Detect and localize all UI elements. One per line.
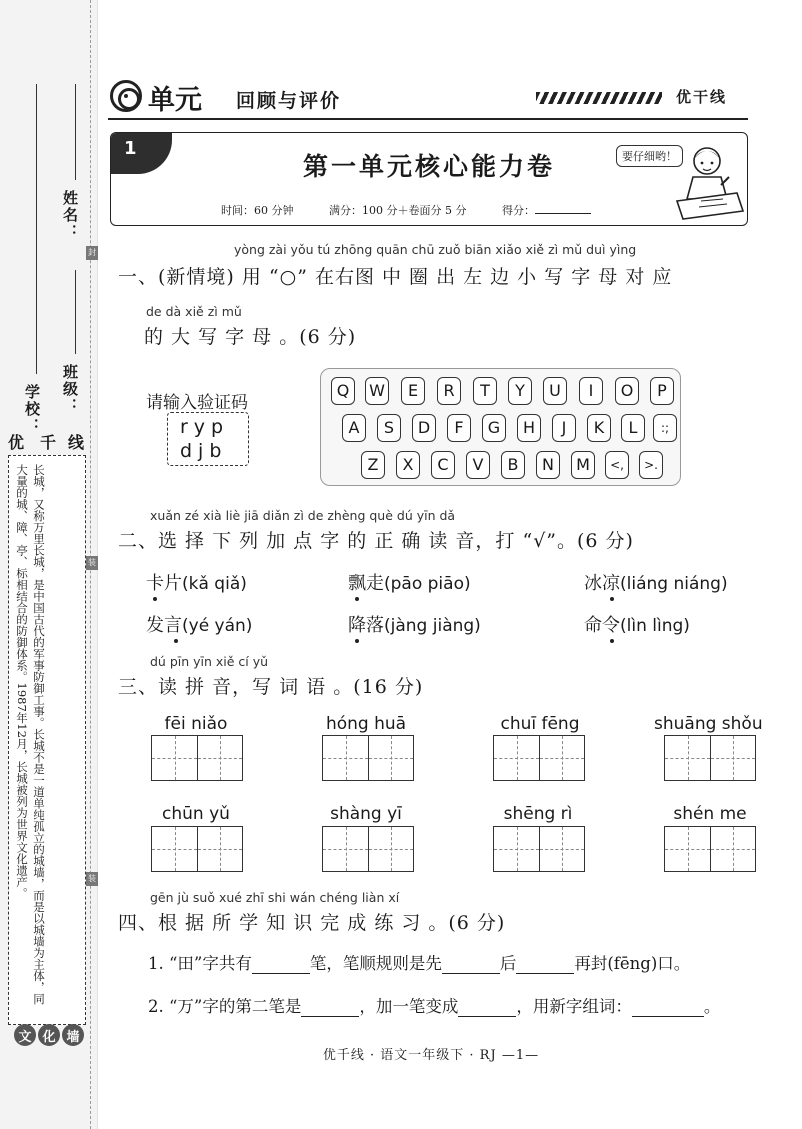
tianzi-grid[interactable] (664, 735, 756, 781)
q1-line2: 的 大 写 字 母 。(6 分) (144, 326, 357, 348)
q2-option (146, 611, 252, 637)
q4-item2-text: 2. “万”字的第二笔是 (148, 997, 302, 1016)
q2-option (348, 569, 471, 595)
q4-item2-text: ，加一笔变成 (359, 997, 459, 1016)
tianzi-grid[interactable] (664, 826, 756, 872)
key[interactable]: M (571, 451, 595, 479)
key[interactable]: R (437, 377, 461, 405)
brand-name: 优干线 (676, 88, 728, 106)
answer-blank[interactable] (301, 1016, 359, 1017)
key[interactable]: K (587, 414, 611, 442)
q2-option (146, 569, 247, 595)
key[interactable]: O (615, 377, 639, 405)
student-writing-illustration (671, 141, 745, 223)
q4-item1 (148, 950, 690, 974)
school-write-line (36, 84, 37, 374)
score-field[interactable] (535, 213, 591, 214)
key[interactable]: C (431, 451, 455, 479)
answer-blank[interactable] (632, 1016, 704, 1017)
key[interactable]: A (342, 414, 366, 442)
key[interactable]: Y (508, 377, 532, 405)
option-word: 降落 (348, 615, 384, 636)
time-limit: 时间：60 分钟 (221, 204, 294, 217)
answer-blank[interactable] (442, 973, 500, 974)
q1-pinyin-line1: yòng zài yǒu tú zhōng quān chū zuǒ biān xiǎo xiě zì mǔ duì yìng (234, 242, 637, 257)
class-label: 班级： (61, 364, 79, 415)
answer-blank[interactable] (252, 973, 310, 974)
side-brand-char: 优 (8, 433, 25, 452)
q4-item2 (148, 993, 720, 1017)
word-pinyin: shàng yī (330, 804, 402, 824)
exam-title-box (110, 132, 748, 226)
option-pinyin[interactable]: (lìn lìng) (620, 616, 690, 636)
verify-code-label: 请输入验证码 (146, 393, 248, 413)
key[interactable]: E (401, 377, 425, 405)
key[interactable]: W (365, 377, 389, 405)
review-heading: 回顾与评价 (236, 90, 342, 112)
name-label: 姓名： (61, 190, 79, 241)
key[interactable]: Q (331, 377, 355, 405)
key[interactable]: T (473, 377, 497, 405)
q1-pinyin-line2: de dà xiě zì mǔ (146, 304, 242, 319)
option-pinyin[interactable]: (jàng jiàng) (384, 616, 481, 636)
key[interactable]: S (377, 414, 401, 442)
q4-item1-text: 再封(fēng)口。 (574, 954, 691, 973)
class-write-line (75, 270, 76, 354)
key[interactable]: G (482, 414, 506, 442)
q4-item1-text: 1. “田”字共有 (148, 954, 252, 973)
page-footer: 优千线 · 语文一年级下 · RJ —1— (322, 1048, 540, 1063)
q4-pinyin: gēn jù suǒ xué zhī shi wán chéng liàn xí (150, 890, 400, 905)
word-pinyin: shēng rì (503, 804, 573, 824)
key[interactable]: X (396, 451, 420, 479)
stripe-decoration (536, 92, 662, 104)
exam-number-tab: 1 (110, 132, 172, 174)
key[interactable]: :; (653, 414, 677, 442)
q4-item2-text: 。 (703, 997, 721, 1016)
key[interactable]: P (650, 377, 674, 405)
seal-mark: 装 (86, 872, 98, 886)
word-pinyin: chūn yǔ (162, 804, 230, 824)
side-brand-char: 线 (68, 433, 85, 452)
word-pinyin: chuī fēng (500, 714, 580, 734)
emphasis-dot (355, 597, 359, 601)
answer-blank[interactable] (516, 973, 574, 974)
key[interactable]: L (621, 414, 645, 442)
exam-title: 第一单元核心能力卷 (302, 152, 555, 181)
tianzi-grid[interactable] (151, 735, 243, 781)
verify-code-box (167, 412, 249, 466)
q2-line: 二、选 择 下 列 加 点 字 的 正 确 读 音，打 “√”。(6 分) (118, 530, 634, 552)
key[interactable]: H (517, 414, 541, 442)
culture-text: 长城，又称万里长城，是中国古代的军事防御工事。长城不是一道单纯孤立的城墙，而是以城墙为主体，同大量的城、障、亭、标相结合的防御体系。1987年12月，长城被列为世界文化遗产。 (15, 464, 46, 1005)
key[interactable]: <, (605, 451, 629, 479)
option-pinyin[interactable]: (yé yán) (182, 616, 253, 636)
culture-label-char: 墙 (62, 1024, 84, 1046)
key[interactable]: N (536, 451, 560, 479)
answer-blank[interactable] (458, 1016, 516, 1017)
seal-mark: 装 (86, 556, 98, 570)
tianzi-grid[interactable] (322, 826, 414, 872)
page-header (108, 78, 748, 118)
emphasis-dot (153, 597, 157, 601)
key[interactable]: U (543, 377, 567, 405)
q2-pinyin: xuǎn zé xià liè jiā diǎn zì de zhèng què dú yīn dǎ (150, 508, 456, 523)
q1-line1: 一、(新情境) 用 “○” 在右图 中 圈 出 左 边 小 写 字 母 对 应 (118, 266, 673, 288)
unit-heading: 单元 (148, 85, 202, 116)
q2-option (584, 611, 690, 637)
code-row: ryp (180, 416, 230, 438)
key[interactable]: >. (639, 451, 663, 479)
side-brand-char: 千 (40, 433, 57, 452)
word-pinyin: hóng huā (325, 714, 407, 734)
emphasis-dot (610, 597, 614, 601)
word-pinyin: shuāng shǒu (654, 714, 763, 734)
key[interactable]: B (501, 451, 525, 479)
tianzi-grid[interactable] (151, 826, 243, 872)
option-pinyin[interactable]: (kǎ qiǎ) (182, 574, 247, 594)
seal-mark: 封 (86, 246, 98, 260)
key[interactable]: I (579, 377, 603, 405)
option-word: 飘走 (348, 573, 384, 594)
culture-label-char: 化 (38, 1024, 60, 1046)
option-word: 命令 (584, 615, 620, 636)
q3-line: 三、读 拼 音，写 词 语 。(16 分) (118, 676, 424, 698)
tianzi-grid[interactable] (493, 735, 585, 781)
key[interactable]: V (466, 451, 490, 479)
full-score: 满分：100 分＋卷面分 5 分 (329, 204, 467, 217)
option-word: 冰凉 (584, 573, 620, 594)
q2-option (584, 569, 728, 595)
name-write-line (75, 84, 76, 180)
q4-item1-text: 后 (499, 954, 517, 973)
target-icon (110, 80, 142, 112)
exam-info-row (221, 202, 623, 218)
key[interactable]: F (447, 414, 471, 442)
speech-bubble: 要仔细哟！ (616, 145, 683, 167)
school-label: 学校： (23, 384, 41, 435)
word-pinyin: shén me (673, 804, 747, 824)
emphasis-dot (174, 639, 178, 643)
emphasis-dot (610, 639, 614, 643)
option-pinyin[interactable]: (liáng niáng) (620, 574, 728, 594)
option-pinyin[interactable]: (pāo piāo) (384, 574, 471, 594)
header-rule (108, 118, 748, 120)
emphasis-dot (355, 639, 359, 643)
key[interactable]: J (552, 414, 576, 442)
tianzi-grid[interactable] (322, 735, 414, 781)
culture-wall-box (8, 455, 86, 1025)
option-word: 卡片 (146, 573, 182, 594)
key[interactable]: Z (361, 451, 385, 479)
score-label: 得分： (501, 204, 535, 217)
culture-label-char: 文 (14, 1024, 36, 1046)
keyboard (320, 368, 681, 486)
q4-line: 四、根 据 所 学 知 识 完 成 练 习 。(6 分) (118, 912, 506, 934)
code-row: djb (180, 440, 228, 462)
q2-option (348, 611, 481, 637)
option-word: 发言 (146, 615, 182, 636)
tianzi-grid[interactable] (493, 826, 585, 872)
word-pinyin: fēi niǎo (164, 714, 228, 734)
key[interactable]: D (412, 414, 436, 442)
q3-pinyin: dú pīn yīn xiě cí yǔ (150, 654, 269, 669)
q4-item1-text: 笔，笔顺规则是先 (309, 954, 442, 973)
q4-item2-text: ，用新字组词： (516, 997, 632, 1016)
